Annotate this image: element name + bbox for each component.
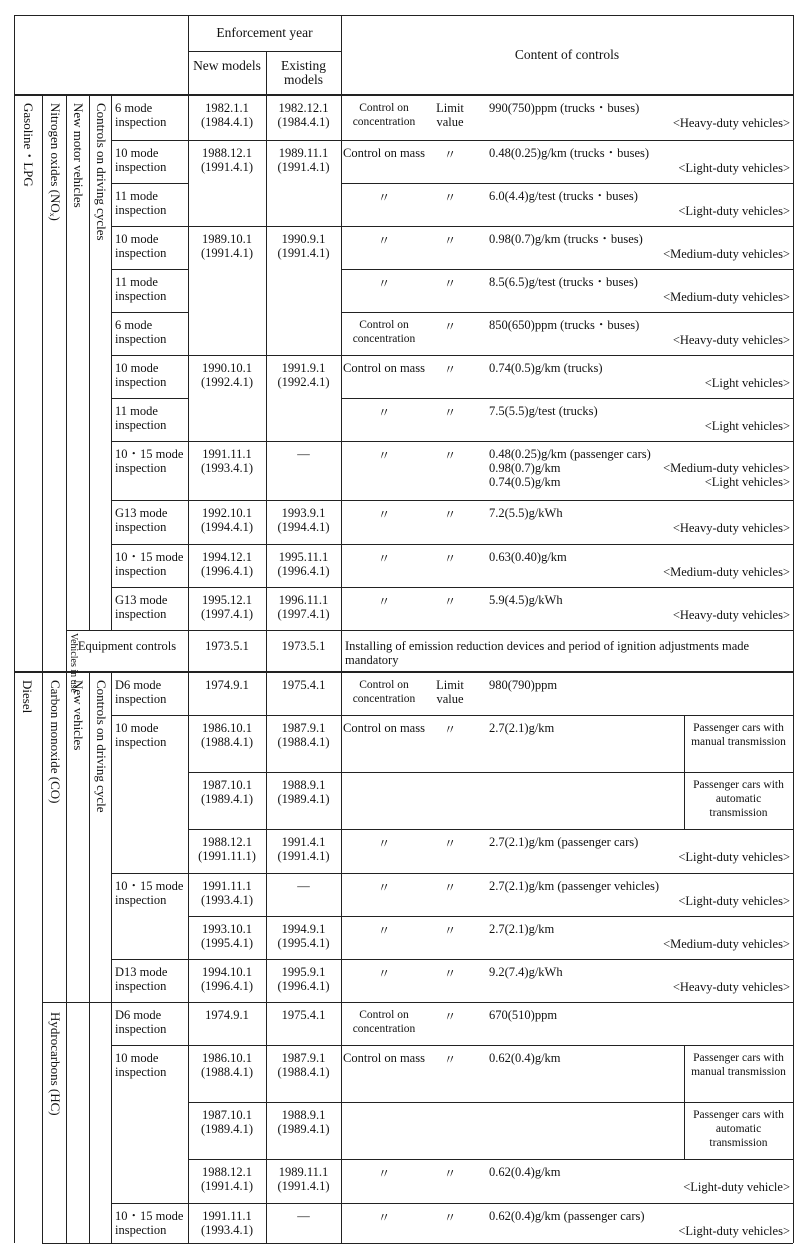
header-new-models: New models (193, 58, 261, 73)
existing-model-date: 1995.11.1 (278, 550, 329, 564)
existing-model-date: 1995.9.1 (281, 965, 326, 979)
existing-model-date-secondary: (1991.4.1) (277, 160, 330, 174)
mode-cell: 10 mode inspection (115, 721, 167, 749)
limit-value: 〃 (443, 595, 457, 609)
label-gasoline-lpg: Gasoline・LPG (21, 103, 36, 187)
existing-model-date: 1989.11.1 (278, 1165, 329, 1179)
existing-model-date: 1989.11.1 (278, 146, 329, 160)
control-value: 0.74(0.5)g/km (trucks) (489, 361, 603, 375)
vehicle-class: <Medium-duty vehicles> (663, 565, 790, 579)
header-content-of-controls: Content of controls (514, 47, 620, 62)
mode-cell: D13 mode inspection (115, 965, 168, 993)
control-method: 〃 (377, 967, 391, 981)
new-model-date-secondary: (1994.4.1) (200, 520, 254, 534)
existing-model-date: 1973.5.1 (281, 639, 326, 653)
limit-value: Limit value (436, 678, 464, 706)
control-method: 〃 (377, 552, 391, 566)
new-model-date: 1993.10.1 (202, 922, 252, 936)
limit-value: 〃 (443, 406, 457, 420)
existing-model-date-secondary: (1997.4.1) (277, 607, 330, 621)
grid-line (188, 829, 793, 830)
grid-line (111, 1203, 793, 1204)
new-model-date: 1988.12.1 (202, 146, 252, 160)
new-model-date-secondary: (1995.4.1) (200, 936, 254, 950)
existing-model-date: 1996.11.1 (278, 593, 329, 607)
control-method: 〃 (377, 277, 391, 291)
grid-line (66, 630, 793, 631)
label-diesel: Diesel (20, 680, 35, 714)
grid-line (188, 1159, 793, 1160)
new-model-date: 1988.12.1 (202, 1165, 252, 1179)
vehicle-class: <Light-duty vehicle> (683, 1180, 790, 1194)
new-model-date-secondary: (1989.4.1) (200, 792, 254, 806)
existing-model-date: 1990.9.1 (281, 232, 326, 246)
existing-model-date: 1975.4.1 (281, 678, 326, 692)
grid-line (111, 715, 793, 716)
control-value: 0.74(0.5)g/km (489, 475, 561, 489)
grid-line (111, 398, 188, 399)
new-model-date-secondary: (1989.4.1) (200, 1122, 254, 1136)
control-value: 0.48(0.25)g/km (passenger cars) (489, 447, 651, 461)
label-hydrocarbons: Hydrocarbons (HC) (48, 1012, 63, 1116)
new-model-date-secondary: (1992.4.1) (200, 375, 254, 389)
control-value: 0.62(0.4)g/km (489, 1051, 561, 1065)
new-model-date-secondary: (1996.4.1) (200, 564, 254, 578)
new-model-date: 1987.10.1 (202, 778, 252, 792)
grid-line (341, 398, 793, 399)
control-value: 850(650)ppm (trucks・buses) (489, 318, 640, 332)
control-method: 〃 (377, 837, 391, 851)
control-method: 〃 (377, 595, 391, 609)
control-method: Control on concentration (352, 102, 416, 128)
existing-model-date: 1988.9.1 (281, 778, 326, 792)
grid-line (111, 355, 793, 356)
control-value: 0.62(0.4)g/km (passenger cars) (489, 1209, 645, 1223)
new-model-date: 1994.10.1 (202, 965, 252, 979)
new-model-date-secondary: (1991.11.1) (198, 849, 256, 863)
mode-cell: 6 mode inspection (115, 101, 167, 129)
vehicle-class: Passenger cars with automatic transmission (693, 1109, 784, 1149)
existing-model-date-secondary: (1994.4.1) (277, 520, 330, 534)
content-cell: Installing of emission reduction devices and period of ignition adjustments made mandatory (345, 639, 750, 667)
new-model-date: 1989.10.1 (202, 232, 252, 246)
grid-line (111, 959, 793, 960)
mode-cell: 10 mode inspection (115, 232, 167, 260)
limit-value: 〃 (443, 148, 457, 162)
new-model-date-secondary: (1988.4.1) (200, 735, 254, 749)
grid-line (111, 544, 793, 545)
control-method: Control on mass (343, 1051, 425, 1065)
control-method: 〃 (377, 1167, 391, 1181)
control-value: 9.2(7.4)g/kWh (489, 965, 563, 979)
grid-line (341, 269, 793, 270)
control-method: 〃 (377, 924, 391, 938)
new-model-date: 1973.5.1 (205, 639, 249, 653)
limit-value: 〃 (443, 234, 457, 248)
mode-cell: G13 mode inspection (115, 593, 168, 621)
grid-line (684, 772, 793, 773)
control-method: 〃 (377, 881, 391, 895)
new-model-date: 1986.10.1 (202, 721, 252, 735)
grid-line (111, 183, 188, 184)
control-method: Control on concentration (352, 679, 416, 705)
new-model-date: 1991.11.1 (202, 879, 252, 893)
new-model-date: 1982.1.1 (205, 101, 249, 115)
new-model-date-secondary: (1991.4.1) (200, 160, 254, 174)
existing-model-date-secondary: (1991.4.1) (277, 246, 330, 260)
control-value: 7.5(5.5)g/test (trucks) (489, 404, 598, 418)
vehicle-class: <Light-duty vehicles> (678, 850, 790, 864)
new-model-date-secondary: (1997.4.1) (200, 607, 254, 621)
control-value: 980(790)ppm (489, 678, 558, 692)
grid-line (111, 312, 188, 313)
new-model-date: 1991.11.1 (202, 1209, 252, 1223)
control-method: 〃 (377, 1211, 391, 1225)
mode-cell: 10 mode inspection (115, 1051, 167, 1079)
vehicle-class: <Heavy-duty vehicles> (672, 333, 790, 347)
grid-line (341, 183, 793, 184)
vehicle-class: <Medium-duty vehicles> (663, 937, 790, 951)
mode-cell: 10・15 mode inspection (115, 1209, 184, 1237)
new-model-date-secondary: (1996.4.1) (200, 979, 254, 993)
control-value: 0.63(0.40)g/km (489, 550, 567, 564)
limit-value: 〃 (443, 1010, 457, 1024)
limit-value: 〃 (443, 723, 457, 737)
new-model-date: 1988.12.1 (202, 835, 252, 849)
mode-cell: 11 mode inspection (115, 189, 167, 217)
mode-cell: 10・15 mode inspection (115, 447, 184, 475)
existing-model-date-secondary: (1996.4.1) (277, 979, 330, 993)
existing-model-date: 1988.9.1 (281, 1108, 326, 1122)
limit-value: 〃 (443, 277, 457, 291)
control-method: Control on mass (343, 361, 425, 375)
new-model-date: 1990.10.1 (202, 361, 252, 375)
limit-value: 〃 (443, 363, 457, 377)
mode-cell: 11 mode inspection (115, 404, 167, 432)
grid-line (111, 140, 793, 141)
new-model-date: 1986.10.1 (202, 1051, 252, 1065)
existing-model-date-secondary: (1992.4.1) (277, 375, 330, 389)
grid-line (111, 672, 112, 1243)
existing-model-date: 1987.9.1 (281, 721, 326, 735)
control-value: 0.62(0.4)g/km (489, 1165, 561, 1179)
control-method: 〃 (377, 449, 391, 463)
new-model-date: 1994.12.1 (202, 550, 252, 564)
grid-line (111, 873, 793, 874)
limit-value: 〃 (443, 508, 457, 522)
limit-value: 〃 (443, 1211, 457, 1225)
existing-model-date: 1994.9.1 (281, 922, 326, 936)
mode-cell: G13 mode inspection (115, 506, 168, 534)
label-new-motor-vehicles: New motor vehicles (71, 103, 86, 208)
existing-model-date-secondary: (1989.4.1) (277, 1122, 330, 1136)
new-model-date-secondary: (1991.4.1) (200, 1179, 254, 1193)
existing-model-date: 1987.9.1 (281, 1051, 326, 1065)
grid-line (14, 671, 793, 673)
vehicle-class: <Light-duty vehicles> (678, 204, 790, 218)
vehicle-class: <Light-duty vehicles> (678, 161, 790, 175)
vehicle-class: <Light-duty vehicles> (678, 1224, 790, 1238)
control-method: 〃 (377, 234, 391, 248)
grid-line (111, 500, 793, 501)
vehicle-class: <Medium-duty vehicles> (663, 290, 790, 304)
new-model-date-secondary: (1984.4.1) (200, 115, 254, 129)
grid-line (89, 672, 90, 1243)
new-model-date-secondary: (1991.4.1) (200, 246, 254, 260)
existing-model-date: 1975.4.1 (281, 1008, 326, 1022)
vehicle-class: <Heavy-duty vehicles> (672, 116, 790, 130)
mode-cell: 10・15 mode inspection (115, 879, 184, 907)
limit-value: 〃 (443, 1167, 457, 1181)
new-model-date: 1974.9.1 (205, 678, 249, 692)
label-nitrogen-oxides: Nitrogen oxides (NOₓ) (48, 103, 63, 221)
grid-line (188, 916, 793, 917)
vehicle-class: <Heavy-duty vehicles> (672, 608, 790, 622)
existing-model-date-secondary: (1984.4.1) (277, 115, 330, 129)
existing-model-date: ― (297, 447, 310, 461)
control-value: 2.7(2.1)g/km (489, 721, 555, 735)
grid-line (341, 312, 793, 313)
control-method: Control on concentration (352, 1009, 416, 1035)
grid-line (111, 587, 793, 588)
vehicle-class: Passenger cars with manual transmission (691, 1052, 786, 1078)
vehicle-class: <Medium-duty vehicles> (663, 247, 790, 261)
limit-value: 〃 (443, 552, 457, 566)
grid-line (14, 15, 793, 16)
existing-model-date: 1991.9.1 (281, 361, 326, 375)
existing-model-date-secondary: (1989.4.1) (277, 792, 330, 806)
grid-line (111, 95, 112, 630)
control-value: 5.9(4.5)g/kWh (489, 593, 563, 607)
grid-line (684, 1102, 793, 1103)
grid-line (42, 1002, 793, 1003)
control-method: 〃 (377, 191, 391, 205)
limit-value: 〃 (443, 191, 457, 205)
existing-model-date-secondary: (1988.4.1) (277, 1065, 330, 1079)
new-model-date: 1991.11.1 (202, 447, 252, 461)
control-method: Control on mass (343, 721, 425, 735)
grid-line (14, 94, 793, 96)
vehicle-class: <Light vehicles> (704, 376, 790, 390)
control-value: 990(750)ppm (trucks・buses) (489, 101, 640, 115)
control-value: 8.5(6.5)g/test (trucks・buses) (489, 275, 638, 289)
control-value: 7.2(5.5)g/kWh (489, 506, 563, 520)
limit-value: 〃 (443, 967, 457, 981)
mode-cell: 10 mode inspection (115, 361, 167, 389)
limit-value: 〃 (443, 881, 457, 895)
grid-line (66, 95, 67, 1243)
mode-cell: 11 mode inspection (115, 275, 167, 303)
vehicle-class: <Heavy-duty vehicles> (672, 980, 790, 994)
vehicle-class: Passenger cars with manual transmission (691, 722, 786, 748)
control-value: 0.98(0.7)g/km (489, 461, 561, 475)
existing-model-date-secondary: (1991.4.1) (277, 849, 330, 863)
label-controls-driving-cycle: Controls on driving cycle (94, 680, 109, 813)
new-model-date: 1987.10.1 (202, 1108, 252, 1122)
control-method: Control on concentration (352, 319, 416, 345)
existing-model-date: ― (297, 879, 310, 893)
existing-model-date: 1991.4.1 (281, 835, 326, 849)
label-vehicles-in-use: Vehicles in use (68, 633, 79, 693)
grid-line (42, 1243, 793, 1244)
control-value: 670(510)ppm (489, 1008, 558, 1022)
header-enforcement-year: Enforcement year (216, 25, 313, 40)
control-value: 2.7(2.1)g/km (passenger cars) (489, 835, 639, 849)
control-value: 2.7(2.1)g/km (489, 922, 555, 936)
vehicle-class: Passenger cars with automatic transmission (693, 779, 784, 819)
mode-cell: 6 mode inspection (115, 318, 167, 346)
limit-value: 〃 (443, 320, 457, 334)
vehicle-class: <Light vehicles> (704, 475, 790, 489)
new-model-date: 1974.9.1 (205, 1008, 249, 1022)
control-value: 2.7(2.1)g/km (passenger vehicles) (489, 879, 660, 893)
vehicle-class: <Light-duty vehicles> (678, 894, 790, 908)
new-model-date: 1992.10.1 (202, 506, 252, 520)
existing-model-date-secondary: (1995.4.1) (277, 936, 330, 950)
header-existing-models: Existing models (280, 58, 326, 87)
vehicle-class: <Heavy-duty vehicles> (672, 521, 790, 535)
existing-model-date: 1982.12.1 (278, 101, 329, 115)
new-model-date: 1995.12.1 (202, 593, 252, 607)
label-new-vehicles: New vehicles (71, 680, 86, 751)
control-method: 〃 (377, 406, 391, 420)
existing-model-date: ― (297, 1209, 310, 1223)
control-value: 0.48(0.25)g/km (trucks・buses) (489, 146, 650, 160)
new-model-date-secondary: (1993.4.1) (200, 461, 254, 475)
mode-cell: D6 mode inspection (115, 1008, 167, 1036)
limit-value: 〃 (443, 449, 457, 463)
limit-value: 〃 (443, 924, 457, 938)
label-controls-driving-cycles: Controls on driving cycles (94, 103, 109, 241)
limit-value: Limit value (436, 101, 464, 129)
control-method: 〃 (377, 508, 391, 522)
grid-line (42, 95, 43, 1243)
label-carbon-monoxide: Carbon monoxide (CO) (48, 680, 63, 804)
grid-line (111, 226, 793, 227)
grid-line (188, 51, 341, 52)
grid-line (111, 1045, 793, 1046)
existing-model-date-secondary: (1991.4.1) (277, 1179, 330, 1193)
grid-line (14, 15, 15, 1243)
grid-line (111, 441, 793, 442)
mode-cell: 10・15 mode inspection (115, 550, 184, 578)
grid-line (89, 95, 90, 630)
mode-cell: 10 mode inspection (115, 146, 167, 174)
limit-value: 〃 (443, 1053, 457, 1067)
new-model-date-secondary: (1993.4.1) (200, 893, 254, 907)
new-model-date-secondary: (1988.4.1) (200, 1065, 254, 1079)
vehicle-class: <Light vehicles> (704, 419, 790, 433)
mode-cell: D6 mode inspection (115, 678, 167, 706)
control-value: 6.0(4.4)g/test (trucks・buses) (489, 189, 638, 203)
control-value: 0.98(0.7)g/km (trucks・buses) (489, 232, 643, 246)
grid-line (111, 269, 188, 270)
existing-model-date-secondary: (1988.4.1) (277, 735, 330, 749)
mode-cell: Equipment controls (77, 639, 177, 653)
existing-model-date: 1993.9.1 (281, 506, 326, 520)
existing-model-date-secondary: (1996.4.1) (277, 564, 330, 578)
limit-value: 〃 (443, 837, 457, 851)
control-method: Control on mass (343, 146, 425, 160)
vehicle-class: <Medium-duty vehicles> (663, 461, 790, 475)
new-model-date-secondary: (1993.4.1) (200, 1223, 254, 1237)
